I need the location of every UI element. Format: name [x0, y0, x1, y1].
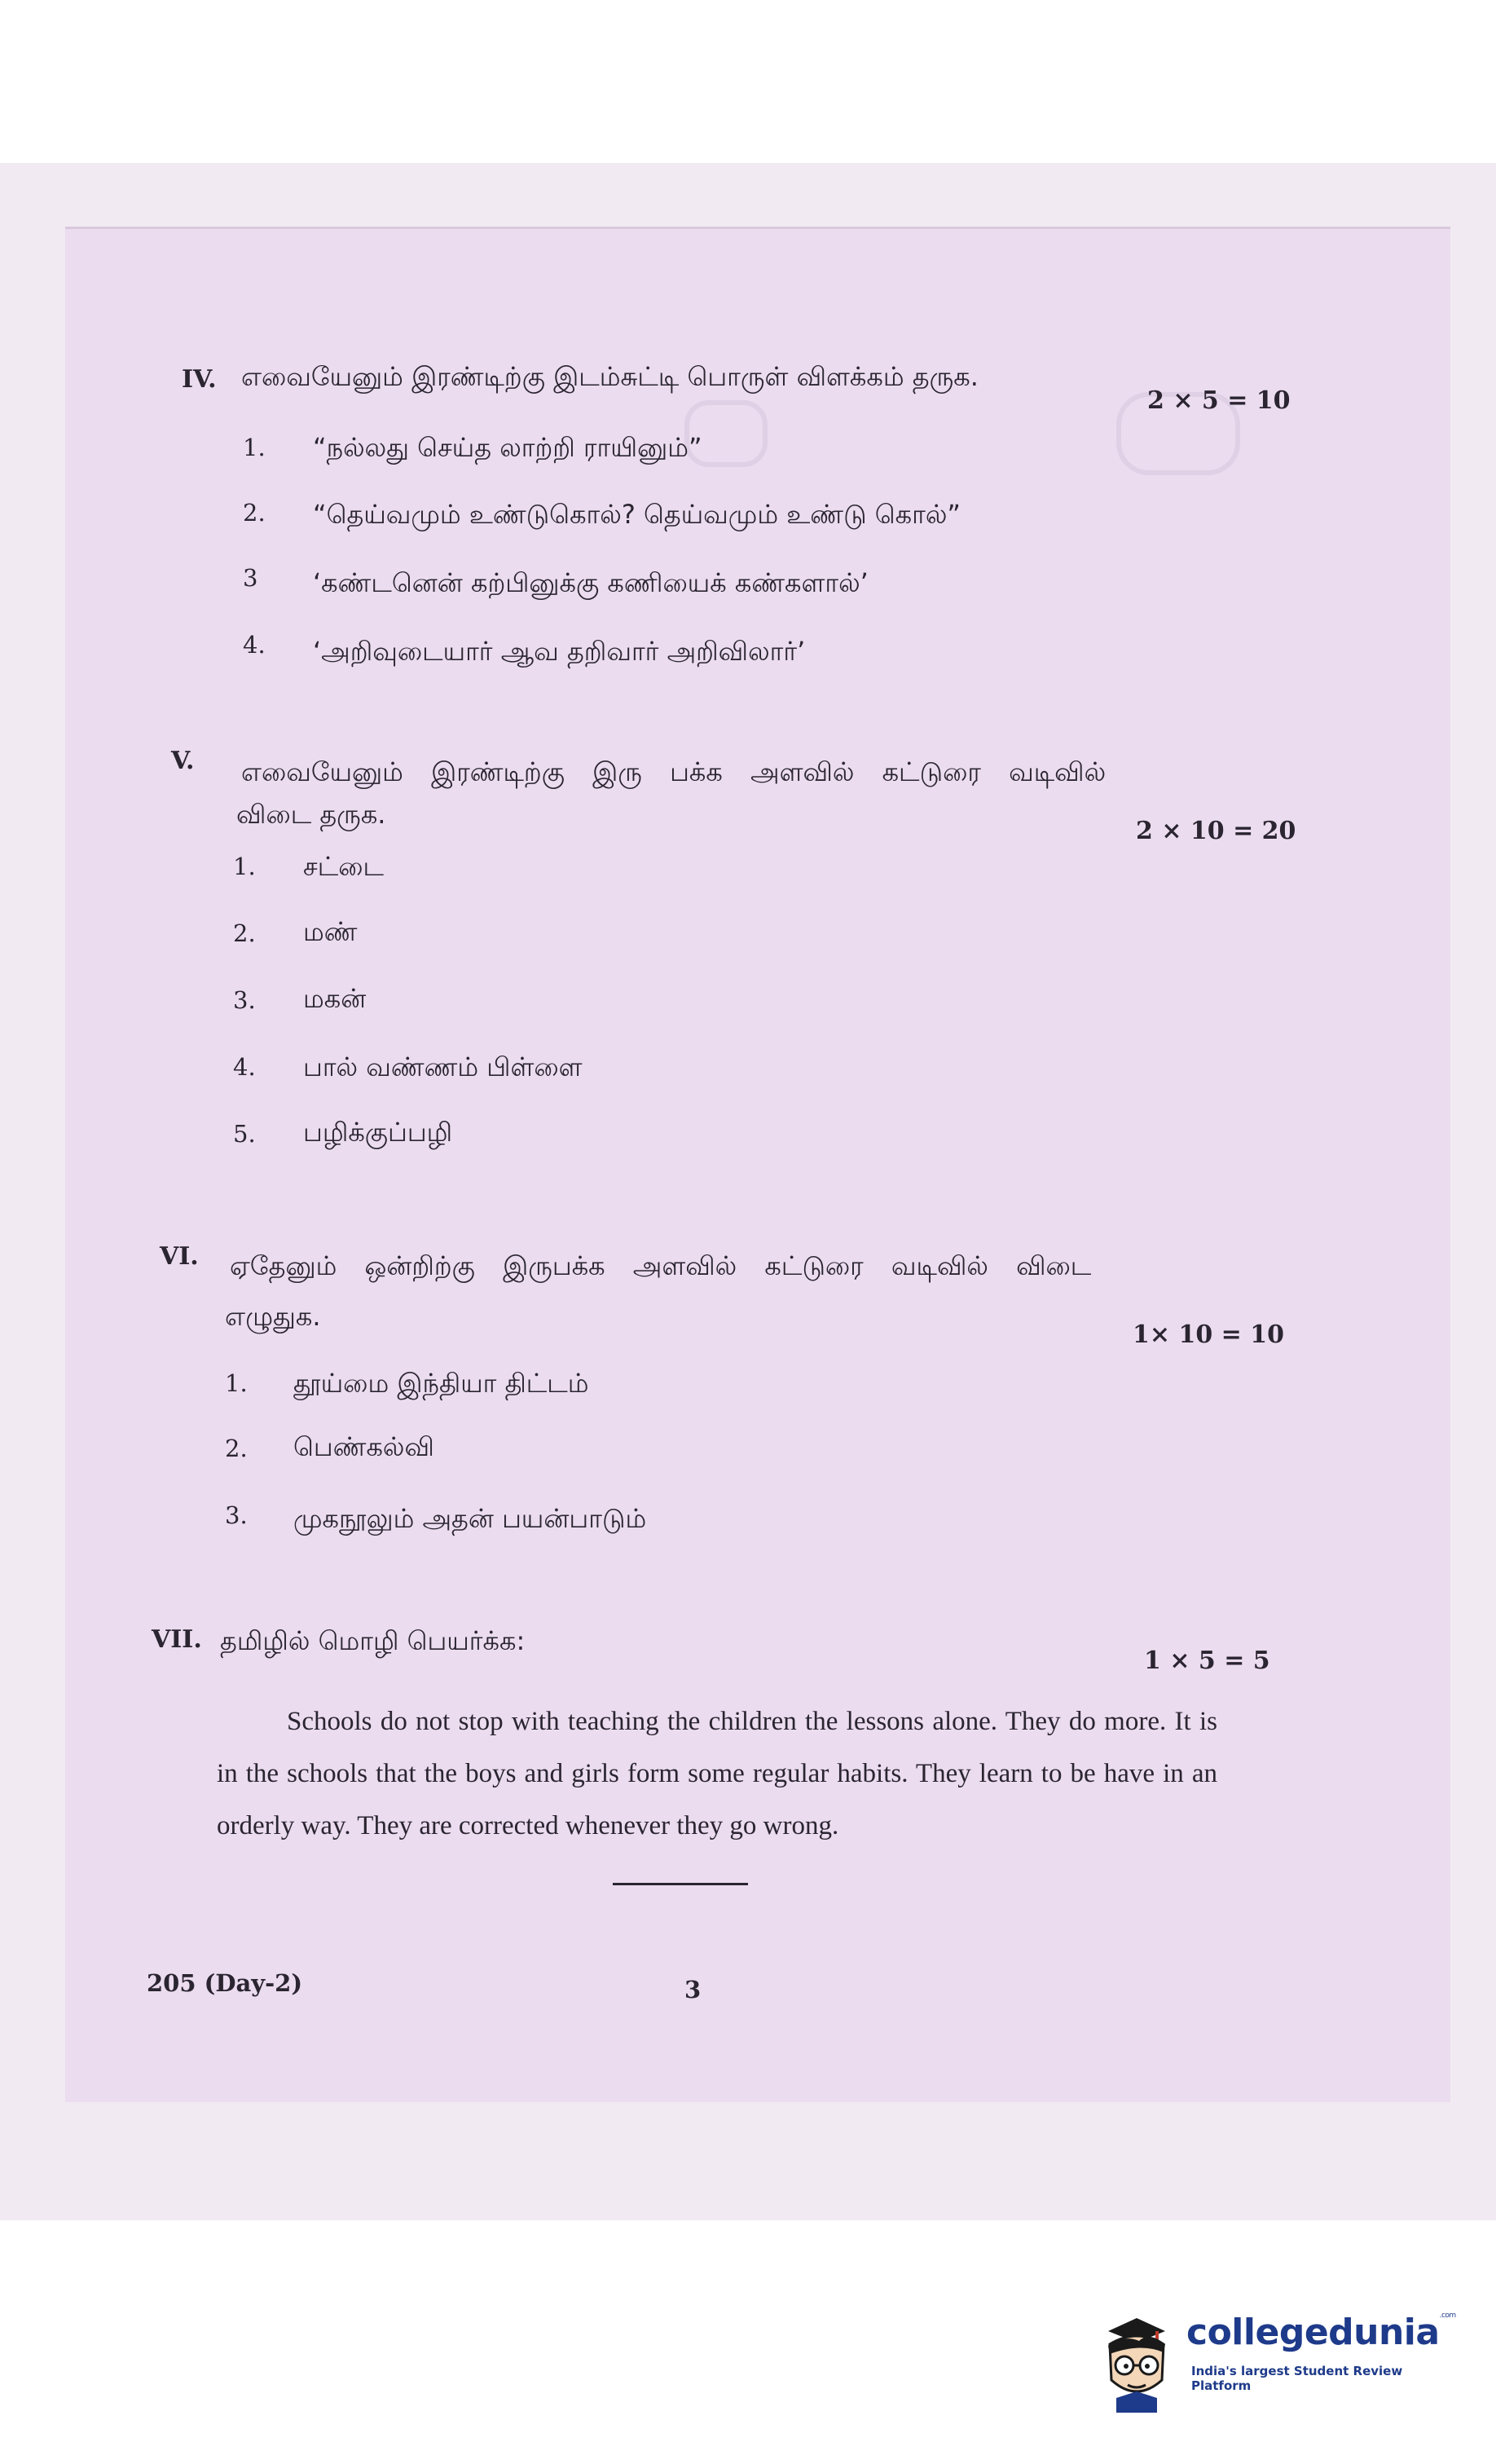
section-vii-instruction: தமிழில் மொழி பெயர்க்க: — [220, 1625, 526, 1656]
list-item-number: 4. — [243, 631, 266, 659]
list-item-number: 4. — [233, 1053, 256, 1081]
brand-tagline: India's largest Student Review Platform — [1191, 2364, 1403, 2393]
list-item-number: 2. — [243, 499, 266, 527]
brand-name: collegedunia$^{.com}$ — [1186, 2312, 1456, 2353]
list-item-number: 2. — [233, 919, 256, 947]
list-item-number: 2. — [225, 1435, 248, 1462]
section-vi-marks: 1× 10 = 10 — [1133, 1320, 1284, 1349]
list-item: பெண்கல்வி — [293, 1431, 434, 1462]
section-vi-instruction: ஏதேனும் ஒன்றிற்கு இருபக்க அளவில் கட்டுரை வடிவில் விடை — [230, 1250, 1092, 1281]
list-item-number: 3 — [243, 564, 258, 592]
list-item-number: 1. — [233, 853, 256, 880]
list-item-number: 3. — [225, 1501, 248, 1529]
list-item: முகநூலும் அதன் பயன்பாடும் — [293, 1503, 647, 1534]
list-item: மகன் — [303, 983, 367, 1014]
list-item-number: 1. — [225, 1369, 248, 1397]
list-item: சட்டை — [303, 851, 384, 882]
collegedunia-watermark — [1092, 2307, 1456, 2413]
section-v-instruction-cont: விடை தருக. — [236, 799, 386, 830]
list-item: மண் — [303, 916, 358, 947]
mascot-icon — [1092, 2307, 1181, 2413]
list-item: “நல்லது செய்த லாற்றி ராயினும்” — [313, 432, 702, 463]
list-item: ‘அறிவுடையார் ஆவ தறிவார் அறிவிலார்’ — [313, 636, 806, 667]
list-item: தூய்மை இந்தியா திட்டம் — [293, 1368, 589, 1399]
list-item-number: 5. — [233, 1120, 256, 1148]
section-vii-numeral: VII. — [152, 1625, 202, 1654]
section-iv-marks: 2 × 5 = 10 — [1147, 386, 1291, 415]
list-item-number: 1. — [243, 434, 266, 461]
section-iv-numeral: IV. — [182, 365, 217, 394]
list-item: ‘கண்டனென் கற்பினுக்கு கணியைக் கண்களால்’ — [313, 567, 869, 598]
translation-passage: Schools do not stop with teaching the children the lessons alone. They do more. It is in the schools that the boys and girls form some regular habits. They learn to be have in an orderly way. They are corrected whenever they go wrong. — [217, 1707, 1217, 1840]
paper-code: 205 (Day-2) — [147, 1969, 303, 1997]
section-v-instruction: எவையேனும் இரண்டிற்கு இரு பக்க அளவில் கட்டுரை வடிவில் — [241, 756, 1107, 787]
section-vii-marks: 1 × 5 = 5 — [1144, 1646, 1270, 1675]
section-v-numeral: V. — [171, 747, 195, 775]
section-iv-instruction: எவையேனும் இரண்டிற்கு இடம்சுட்டி பொருள் விளக்கம் தருக. — [241, 361, 979, 392]
list-item-number: 3. — [233, 986, 256, 1014]
list-item: பால் வண்ணம் பிள்ளை — [303, 1051, 583, 1082]
section-v-marks: 2 × 10 = 20 — [1136, 817, 1296, 845]
list-item: பழிக்குப்பழி — [303, 1117, 453, 1148]
section-vi-instruction-cont: எழுதுக. — [225, 1301, 321, 1332]
end-rule — [613, 1883, 748, 1885]
page-number: 3 — [684, 1976, 702, 2003]
section-vi-numeral: VI. — [160, 1242, 199, 1271]
list-item: “தெய்வமும் உண்டுகொல்? தெய்வமும் உண்டு கொல்” — [313, 499, 961, 530]
